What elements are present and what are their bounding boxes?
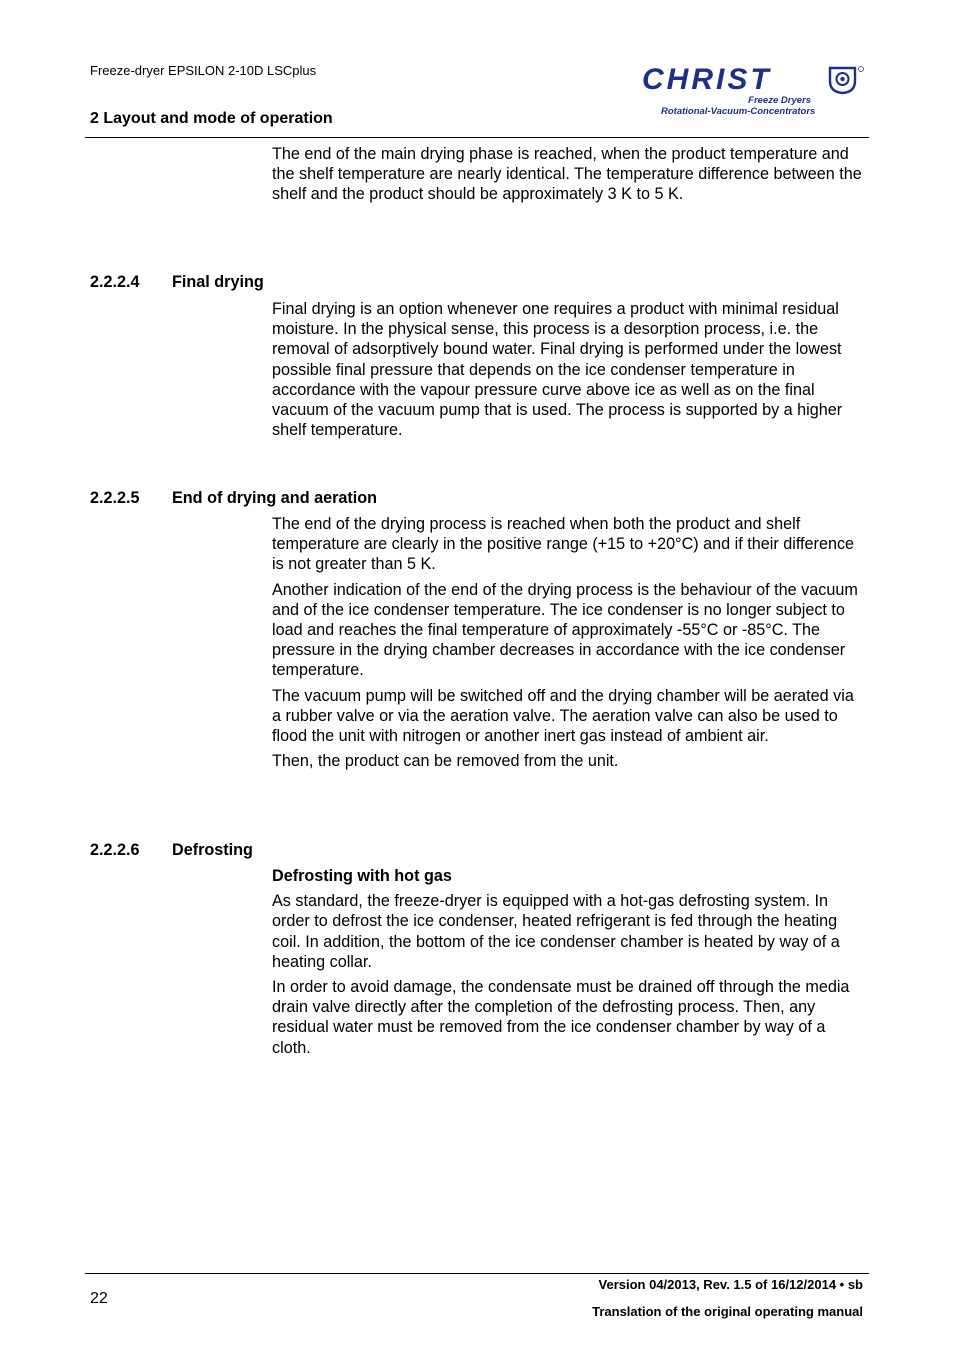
section-heading-defrosting <box>90 841 253 860</box>
page-number: 22 <box>90 1290 108 1307</box>
document-title: Freeze-dryer EPSILON 2-10D LSCplus <box>90 63 317 78</box>
subheading-hot-gas: Defrosting with hot gas <box>272 867 452 885</box>
section-number: 2.2.2.5 <box>90 489 140 507</box>
footer-divider <box>85 1273 869 1274</box>
section-heading-final-drying <box>90 273 264 292</box>
paragraph: Another indication of the end of the drying process is the behaviour of the vacuum and of the ice condenser temperature. The ice condenser is no longer subject to load and reaches the final temperature of approximately -55°C or -85°C. The pressure in the drying chamber decreases in accordance with the ice condenser temperature. <box>272 580 858 680</box>
logo-emblem-icon <box>830 67 864 94</box>
section-title: Final drying <box>172 273 264 291</box>
section-number: 2.2.2.6 <box>90 841 140 859</box>
section-body-end-of-drying <box>272 514 864 776</box>
logo-subtitle-concentrators: Rotational-Vacuum-Concentrators <box>661 106 816 117</box>
paragraph: As standard, the freeze-dryer is equipped with a hot-gas defrosting system. In order to defrost the ice condenser, heated refrigerant is fed through the heating coil. In addition, the bottom of the ice condenser chamber is heated by way of a heating collar. <box>272 892 840 971</box>
chapter-heading: 2 Layout and mode of operation <box>90 110 333 127</box>
header-divider <box>85 137 869 138</box>
section-heading-end-of-drying <box>90 489 377 508</box>
christ-logo <box>640 62 868 122</box>
logo-wordmark: CHRIST <box>642 63 772 96</box>
section-body-defrosting <box>272 866 864 1063</box>
section-title: End of drying and aeration <box>172 489 378 507</box>
logo-subtitle-freeze-dryers: Freeze Dryers <box>748 95 811 106</box>
version-info: Version 04/2013, Rev. 1.5 of 16/12/2014 • sb <box>598 1277 863 1292</box>
paragraph: Final drying is an option whenever one requires a product with minimal residual moisture. In the physical sense, this process is a desorption process, i.e. the removal of adsorptively bound water. Final drying is performed under the lowest possible final pressure that depends on the ice condenser temperature in accordance with the vapour pressure curve above ice as well as on the final vacuum of the vacuum pump that is used. The process is supported by a higher shelf temperature. <box>272 300 843 440</box>
paragraph: In order to avoid damage, the condensate must be drained off through the media drain valve directly after the completion of the defrosting process. Then, any residual water must be removed from the ice condenser chamber by way of a cloth. <box>272 978 850 1057</box>
section-number: 2.2.2.4 <box>90 273 140 291</box>
christ-wordmark-icon <box>640 62 868 96</box>
section-title: Defrosting <box>172 841 253 859</box>
section-body-final-drying <box>272 299 864 445</box>
translation-note: Translation of the original operating manual <box>592 1304 863 1319</box>
paragraph: Then, the product can be removed from the unit. <box>272 752 619 771</box>
intro-text: The end of the main drying phase is reached, when the product temperature and the shelf temperature are nearly identical. The temperature difference between the shelf and the product should be approximately 3 K to 5 K. <box>272 145 862 204</box>
paragraph: The vacuum pump will be switched off and the drying chamber will be aerated via a rubber valve or via the aeration valve. The aeration valve can also be used to flood the unit with nitrogen or another inert gas instead of ambient air. <box>272 686 854 746</box>
paragraph: The end of the drying process is reached when both the product and shelf temperature are clearly in the positive range (+15 to +20°C) and if their difference is not greater than 5 K. <box>272 515 855 574</box>
intro-paragraph <box>272 144 864 210</box>
